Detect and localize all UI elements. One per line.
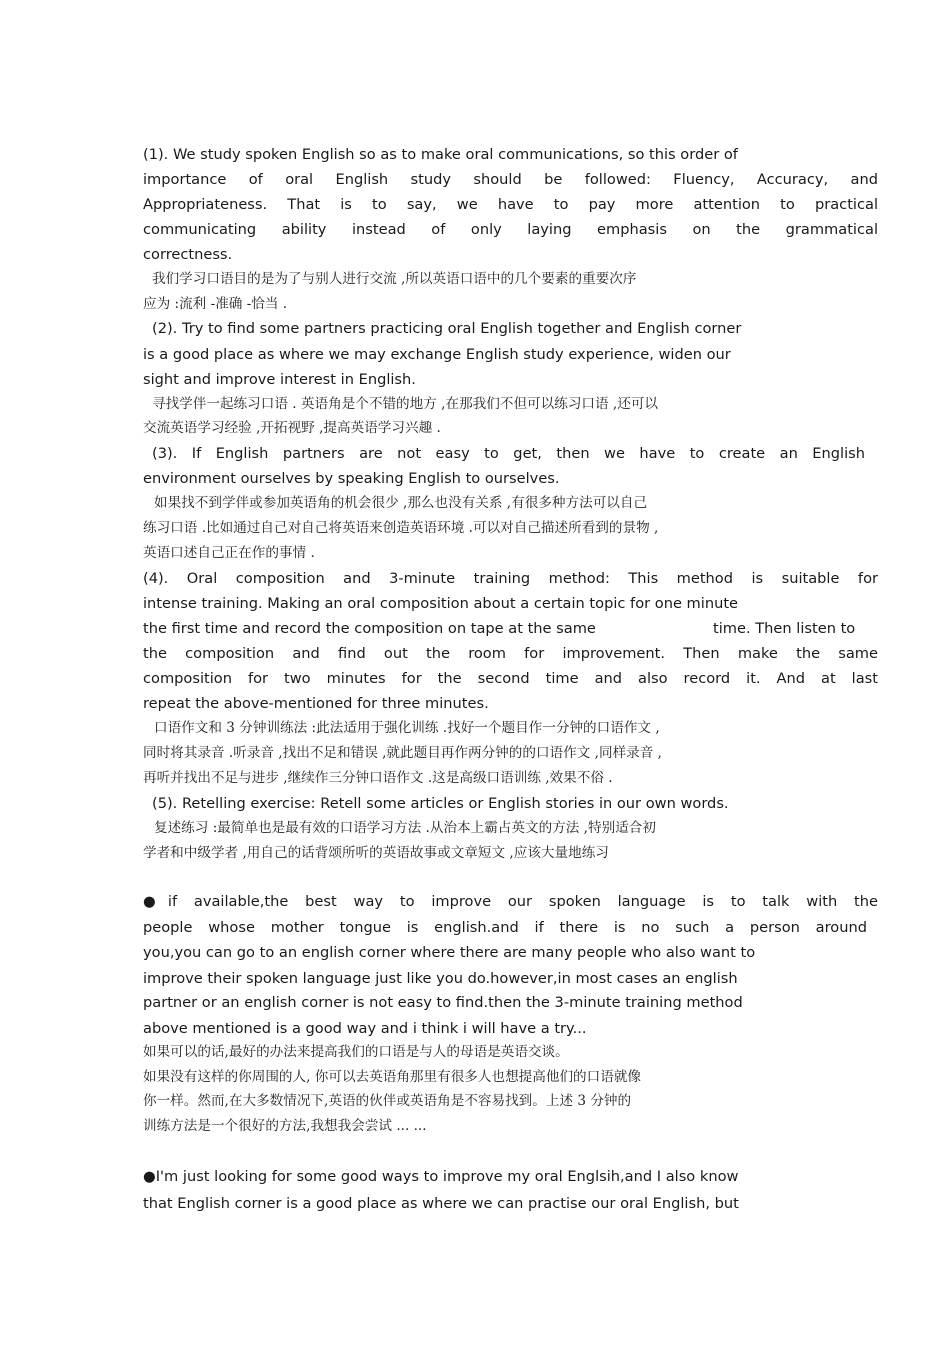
paragraph-3-translation: 英语口述自己正在作的事情 . [143, 545, 315, 561]
comment-1-translation: 如果可以的话,最好的办法来提高我们的口语是与人的母语是英语交谈。 [143, 1044, 569, 1060]
paragraph-2-line: is a good place as where we may exchange English study experience, widen our [143, 346, 731, 363]
paragraph-1-translation: 应为 :流利 -准确 -恰当 . [143, 296, 288, 312]
paragraph-1-line: Appropriateness. That is to say, we have to pay more attention to practical [143, 196, 878, 213]
comment-2-line: ●I'm just looking for some good ways to improve my oral Englsih,and I also know [143, 1168, 739, 1185]
paragraph-2-line: sight and improve interest in English. [143, 371, 416, 388]
paragraph-4-line: the composition and find out the room for improvement. Then make the same [143, 645, 878, 662]
paragraph-4-translation: 口语作文和 3 分钟训练法 :此法适用于强化训练 .找好一个题目作一分钟的口语作文 , [154, 720, 660, 736]
comment-1-line: you,you can go to an english corner where there are many people who also want to [143, 944, 756, 961]
paragraph-5-line: (5). Retelling exercise: Retell some articles or English stories in our own words. [152, 795, 729, 812]
paragraph-4-translation: 同时将其录音 .听录音 ,找出不足和错误 ,就此题目再作两分钟的的口语作文 ,同样录音 , [143, 745, 662, 761]
comment-1-line: partner or an english corner is not easy to find.then the 3-minute training method [143, 994, 743, 1011]
paragraph-5-translation: 学者和中级学者 ,用自己的话背颂所听的英语故事或文章短文 ,应该大量地练习 [143, 845, 609, 861]
paragraph-1-translation: 我们学习口语目的是为了与别人进行交流 ,所以英语口语中的几个要素的重要次序 [152, 271, 637, 287]
paragraph-1-line: communicating ability instead of only laying emphasis on the grammatical [143, 221, 878, 238]
paragraph-2-translation: 交流英语学习经验 ,开拓视野 ,提高英语学习兴趣 . [143, 420, 441, 436]
paragraph-4-line: time. Then listen to [713, 620, 856, 637]
comment-1-line: ●if available,the best way to improve our spoken language is to talk with the [143, 893, 878, 910]
comment-1-translation: 训练方法是一个很好的方法,我想我会尝试 ... ... [143, 1118, 427, 1134]
paragraph-4-line: composition for two minutes for the second time and also record it. And at last [143, 670, 878, 687]
paragraph-3-translation: 练习口语 .比如通过自己对自己将英语来创造英语环境 .可以对自己描述所看到的景物 , [143, 520, 659, 536]
paragraph-4-line: the first time and record the composition on tape at the same [143, 620, 596, 637]
paragraph-4-line: repeat the above-mentioned for three minutes. [143, 695, 489, 712]
comment-1-line: improve their spoken language just like you do.however,in most cases an english [143, 970, 738, 987]
paragraph-1-line: (1). We study spoken English so as to make oral communications, so this order of [143, 146, 738, 163]
paragraph-4-line: intense training. Making an oral composition about a certain topic for one minute [143, 595, 739, 612]
paragraph-1-line: importance of oral English study should be followed: Fluency, Accuracy, and [143, 171, 878, 188]
paragraph-4-translation: 再听并找出不足与进步 ,继续作三分钟口语作文 .这是高级口语训练 ,效果不俗 . [143, 770, 613, 786]
paragraph-5-translation: 复述练习 :最简单也是最有效的口语学习方法 .从治本上霸占英文的方法 ,特别适合初 [154, 820, 656, 836]
comment-1-line: people whose mother tongue is english.and if there is no such a person around [143, 919, 867, 936]
comment-1-line: above mentioned is a good way and i think i will have a try... [143, 1020, 587, 1037]
paragraph-2-translation: 寻找学伴一起练习口语 . 英语角是个不错的地方 ,在那我们不但可以练习口语 ,还可以 [152, 396, 659, 412]
paragraph-1-line: correctness. [143, 246, 233, 263]
paragraph-3-line: environment ourselves by speaking English to ourselves. [143, 470, 560, 487]
paragraph-3-line: (3). If English partners are not easy to get, then we have to create an English [152, 445, 865, 462]
paragraph-4-line: (4). Oral composition and 3-minute training method: This method is suitable for [143, 570, 878, 587]
comment-2-line: that English corner is a good place as where we can practise our oral English, but [143, 1195, 739, 1212]
paragraph-3-translation: 如果找不到学伴或参加英语角的机会很少 ,那么也没有关系 ,有很多种方法可以自己 [154, 495, 648, 511]
comment-1-translation: 你一样。然而,在大多数情况下,英语的伙伴或英语角是不容易找到。上述 3 分钟的 [143, 1093, 632, 1109]
paragraph-2-line: (2). Try to find some partners practicing oral English together and English corner [152, 320, 742, 337]
comment-1-translation: 如果没有这样的你周围的人, 你可以去英语角那里有很多人也想提高他们的口语就像 [143, 1069, 642, 1085]
